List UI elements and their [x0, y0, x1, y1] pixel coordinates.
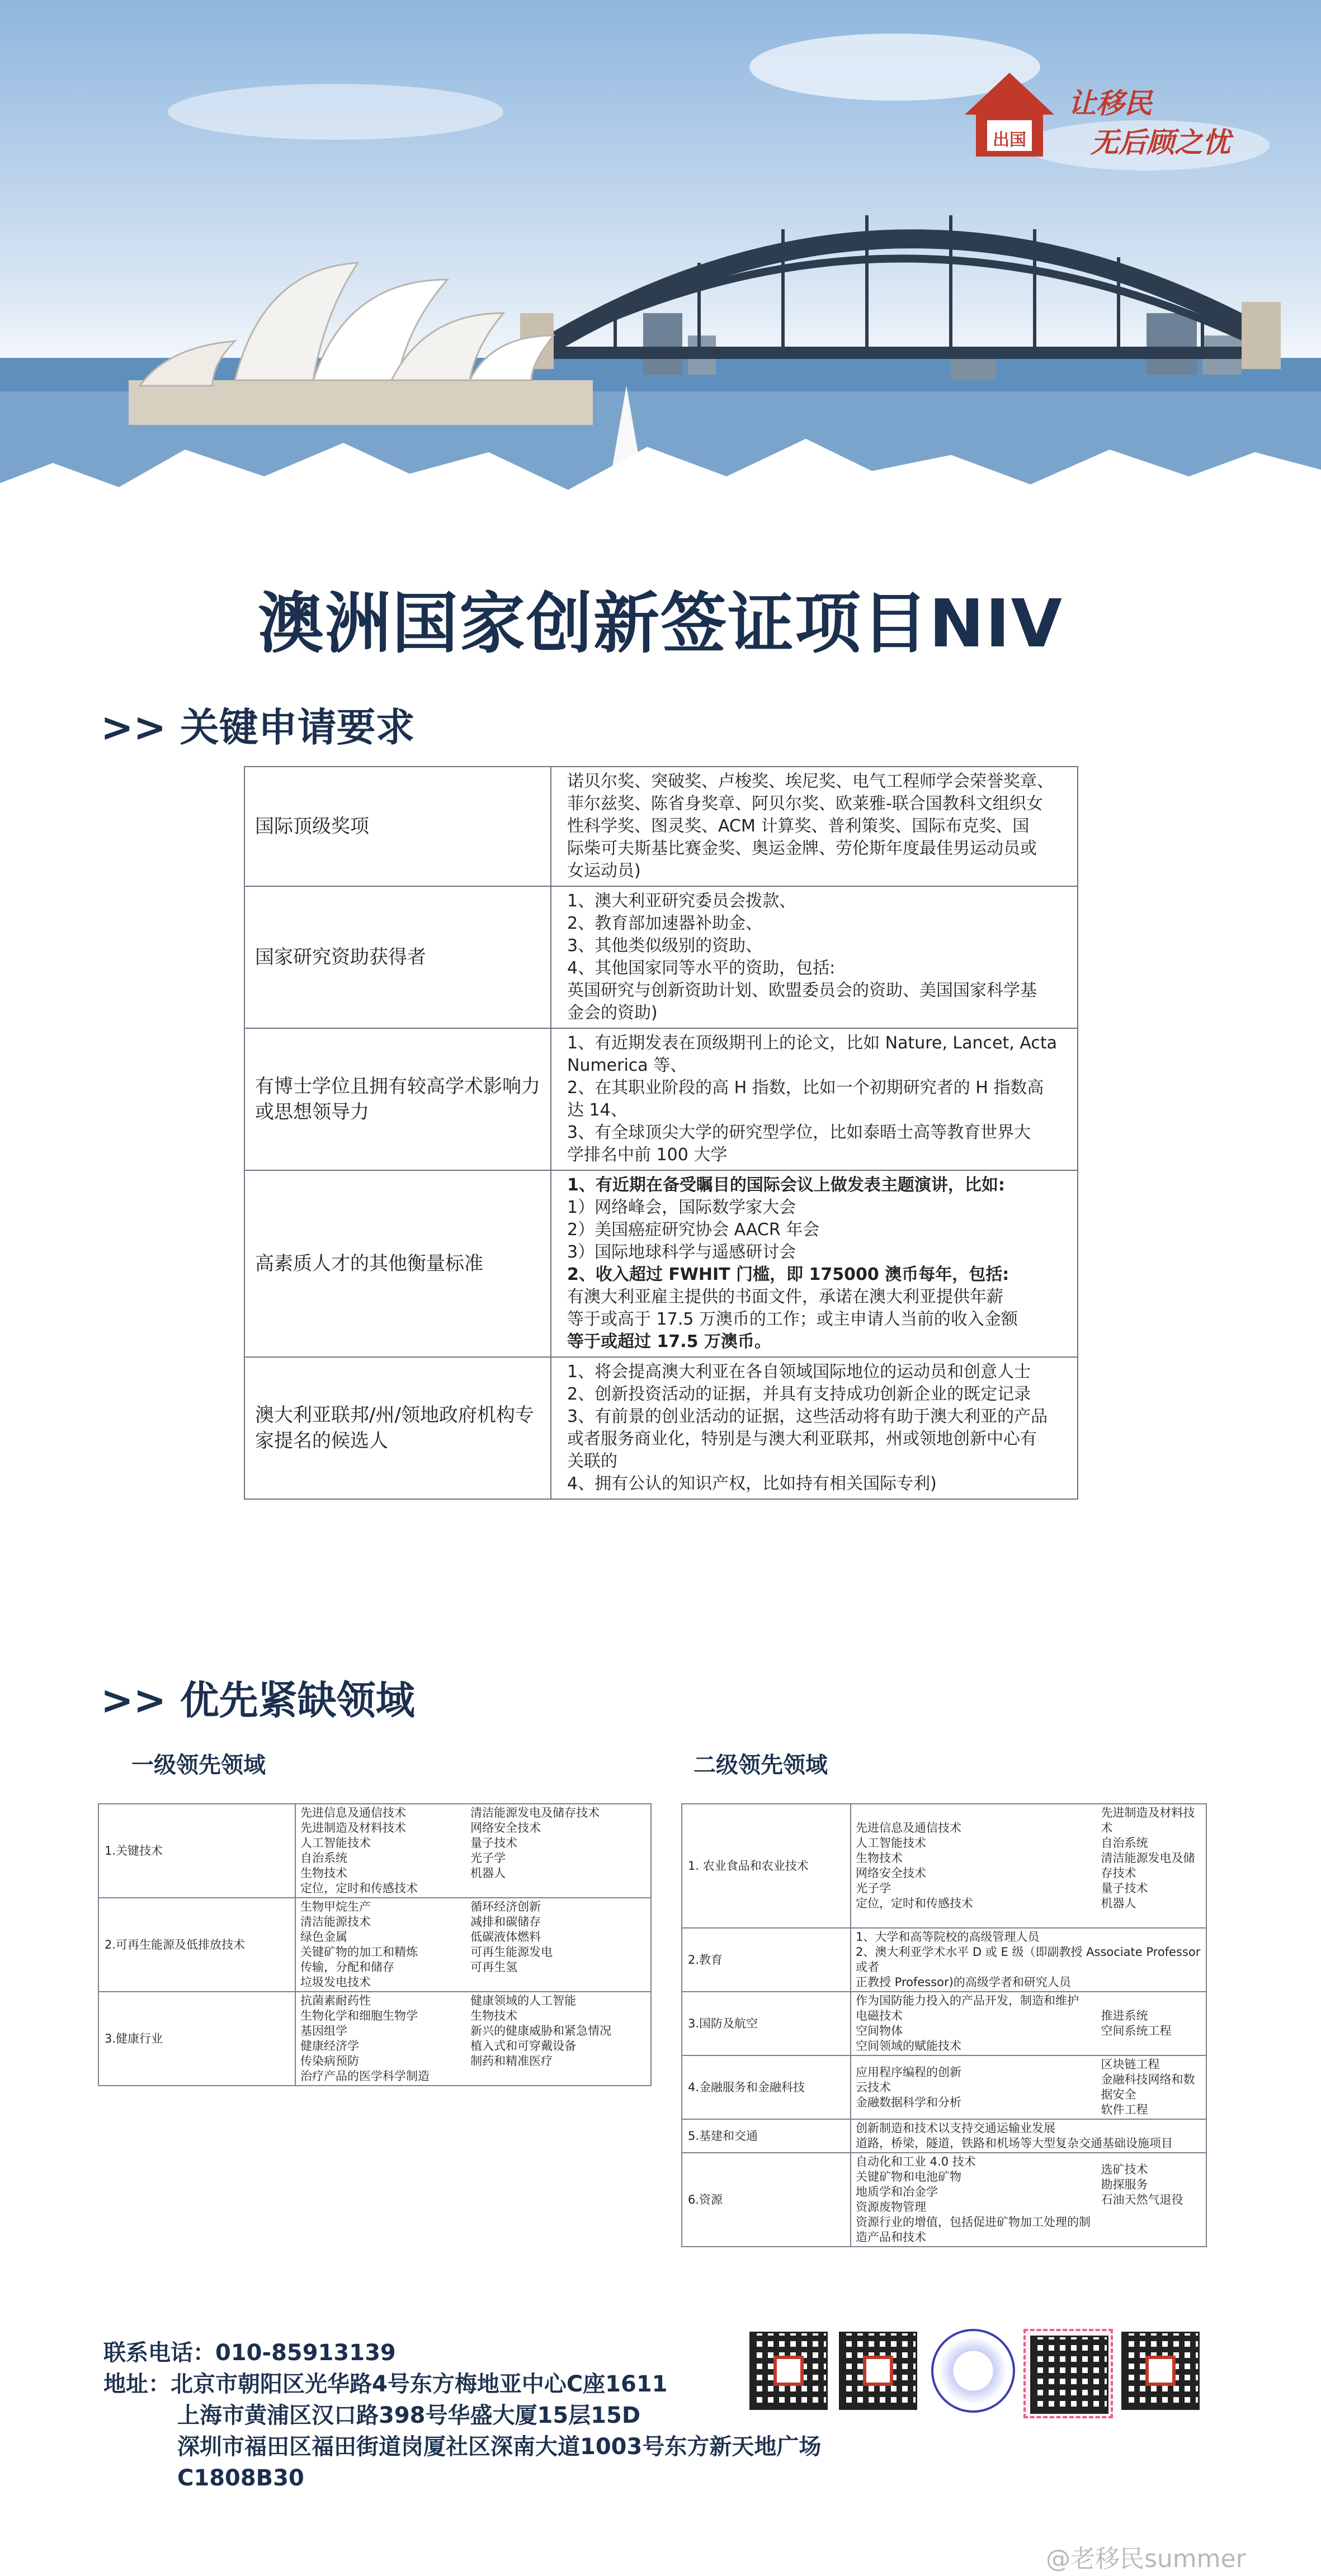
- field-item: [1101, 2223, 1201, 2238]
- hero-banner: [0, 0, 1321, 559]
- brand-logo: [962, 67, 1298, 162]
- field-item: 生物技术: [300, 1866, 347, 1880]
- field-item: 道路，桥梁，隧道，铁路和机场等大型复杂交通基础设施项目: [856, 2137, 1173, 2150]
- field-name: 2.可再生能源及低排放技术: [98, 1898, 295, 1992]
- requirement-line: 1）网络峰会，国际数学家大会: [567, 1198, 796, 1217]
- requirement-line: 金会的资助): [567, 1003, 658, 1023]
- requirement-line: 性科学奖、图灵奖、ACM 计算奖、普利策奖、国际布克奖、国: [567, 816, 1030, 836]
- field-item: 制药和精准医疗: [470, 2054, 553, 2068]
- requirement-line: 1、有近期发表在顶级期刊上的论文，比如 Nature, Lancet, Acta: [567, 1033, 1057, 1053]
- field-items-b: [466, 1992, 651, 2086]
- field-item: 自动化和工业 4.0 技术: [856, 2155, 976, 2168]
- field-item: 人工智能技术: [856, 1836, 926, 1850]
- field-row: [98, 1992, 651, 2086]
- address-label: 地址：: [103, 2371, 171, 2397]
- requirement-line: 1、将会提高澳大利亚在各自领域国际地位的运动员和创意人士: [567, 1362, 1031, 1382]
- field-items-b: [466, 1898, 651, 1992]
- address-line-3: 深圳市福田区福田街道岗厦社区深南大道1003号东方新天地广场C1808B30: [177, 2434, 822, 2491]
- field-item: 量子技术: [470, 1836, 518, 1850]
- requirement-line: 等于或超过 17.5 万澳币。: [567, 1332, 771, 1351]
- field-name: 3.健康行业: [98, 1992, 295, 2086]
- field-item: 石油天然气退役: [1101, 2192, 1183, 2206]
- watermark-handle: @老移民summer: [1046, 2545, 1246, 2573]
- qr-code-2[interactable]: [839, 2332, 917, 2410]
- requirement-line: 3、有全球顶尖大学的研究型学位，比如泰晤士高等教育世界大: [567, 1123, 1031, 1142]
- requirement-line: 英国研究与创新资助计划、欧盟委员会的资助、美国国家科学基: [567, 981, 1037, 1000]
- field-item: 定位，定时和传感技术: [856, 1897, 973, 1910]
- field-item: 光子学: [470, 1851, 506, 1865]
- field-item: 清洁能源技术: [300, 1915, 371, 1929]
- requirement-line: 有澳大利亚雇主提供的书面文件，承诺在澳大利亚提供年薪: [567, 1287, 1003, 1307]
- field-item: 空间系统工程: [1101, 2024, 1172, 2038]
- requirement-line: 2、在其职业阶段的高 H 指数，比如一个初期研究者的 H 指数高: [567, 1078, 1044, 1098]
- field-items-b: [1096, 1804, 1206, 1928]
- field-item: 推进系统: [1101, 2009, 1148, 2022]
- field-row: [682, 2153, 1206, 2247]
- field-item: 治疗产品的医学科学制造: [300, 2069, 430, 2083]
- field-item: [1101, 1911, 1201, 1926]
- field-item: 网络安全技术: [856, 1866, 926, 1880]
- field-item: 生物技术: [470, 2009, 518, 2022]
- field-item: 正教授 Professor)的高级学者和研究人员: [856, 1975, 1071, 1989]
- requirement-row: [244, 1170, 1078, 1357]
- logo-text: 出国: [993, 130, 1026, 150]
- requirement-row: [244, 1028, 1078, 1170]
- field-item: 作为国防能力投入的产品开发，制造和维护: [856, 1994, 1079, 2007]
- requirement-label: 国家研究资助获得者: [244, 886, 551, 1028]
- requirement-line: 诺贝尔奖、突破奖、卢梭奖、埃尼奖、电气工程师学会荣誉奖章、: [567, 772, 1054, 791]
- brand-slogan-line2: 无后顾之忧: [1091, 126, 1230, 159]
- requirement-label: 高素质人才的其他衡量标准: [244, 1170, 551, 1357]
- field-item: 金融科技网络和数据安全: [1101, 2073, 1195, 2101]
- level2-table: [681, 1803, 1207, 2247]
- field-item: 关键矿物和电池矿物: [856, 2170, 961, 2183]
- field-items-a: [295, 1804, 466, 1898]
- field-item: 定位，定时和传感技术: [300, 1882, 418, 1895]
- requirement-line: 关联的: [567, 1452, 617, 1471]
- field-item: 自治系统: [300, 1851, 347, 1865]
- requirement-detail: [551, 1028, 1078, 1170]
- field-item: 绿色金属: [300, 1930, 347, 1944]
- field-item: 清洁能源发电及储存技术: [1101, 1851, 1195, 1880]
- field-item: 传染病预防: [300, 2054, 359, 2068]
- field-item: 1、大学和高等院校的高级管理人员: [856, 1930, 1040, 1944]
- requirement-row: [244, 886, 1078, 1028]
- qr-code-3[interactable]: [931, 2329, 1015, 2413]
- field-item: 软件工程: [1101, 2103, 1148, 2116]
- field-item: 先进制造及材料技术: [300, 1821, 406, 1835]
- field-item: 健康领域的人工智能: [470, 1994, 577, 2007]
- requirement-label: 澳大利亚联邦/州/领地政府机构专家提名的候选人: [244, 1357, 551, 1499]
- field-item: 基因组学: [300, 2024, 347, 2038]
- field-item: 新兴的健康威胁和紧急情况: [470, 2024, 612, 2038]
- field-name: 3.国防及航空: [682, 1992, 851, 2055]
- field-row: [98, 1804, 651, 1898]
- level2-heading: 二级领先领域: [693, 1752, 828, 1778]
- field-name: 6.资源: [682, 2153, 851, 2247]
- requirement-line: 达 14、: [567, 1100, 628, 1120]
- requirement-line: 女运动员): [567, 861, 641, 881]
- requirement-line: 2）美国癌症研究协会 AACR 年会: [567, 1220, 820, 1240]
- field-item: 低碳液体燃料: [470, 1930, 541, 1944]
- field-items-b: [1096, 1992, 1206, 2055]
- field-item: 减排和碳储存: [470, 1915, 541, 1929]
- field-items-a: [851, 1804, 1096, 1928]
- field-items-a: [295, 1992, 466, 2086]
- field-item: [1101, 2039, 1201, 2054]
- field-row: [98, 1898, 651, 1992]
- requirement-line: 4、其他国家同等水平的资助，包括:: [567, 958, 836, 978]
- requirement-detail: [551, 1357, 1078, 1499]
- field-item: 空间物体: [856, 2024, 903, 2038]
- field-items-a: [295, 1898, 466, 1992]
- field-item: [470, 1975, 646, 1990]
- field-item: 循环经济创新: [470, 1900, 541, 1913]
- field-item: 生物技术: [856, 1851, 903, 1865]
- requirement-line: 际柴可夫斯基比赛金奖、奥运金牌、劳伦斯年度最佳男运动员或: [567, 839, 1037, 858]
- field-item: 健康经济学: [300, 2039, 359, 2053]
- requirement-row: [244, 1357, 1078, 1499]
- field-item: 量子技术: [1101, 1882, 1148, 1895]
- field-row: [682, 1992, 1206, 2055]
- requirement-line: 1、有近期在备受瞩目的国际会议上做发表主题演讲，比如:: [567, 1175, 1005, 1195]
- field-item: 地质学和冶金学: [856, 2185, 938, 2199]
- fields-heading: >> 优先紧缺领域: [101, 1677, 415, 1723]
- field-item: 应用程序编程的创新: [856, 2065, 961, 2079]
- requirement-line: 2、教育部加速器补助金、: [567, 914, 763, 933]
- field-item: 机器人: [1101, 1897, 1136, 1910]
- requirement-line: 或者服务商业化，特别是与澳大利亚联邦，州或领地创新中心有: [567, 1429, 1037, 1449]
- field-item: 空间领域的赋能技术: [856, 2039, 961, 2053]
- qr-code-4[interactable]: [1023, 2329, 1113, 2418]
- field-item: [470, 1881, 646, 1896]
- field-item: 电磁技术: [856, 2009, 903, 2022]
- level1-heading: 一级领先领域: [131, 1752, 266, 1778]
- field-item: 先进制造及材料技术: [1101, 1806, 1195, 1835]
- field-item: 机器人: [470, 1866, 506, 1880]
- field-item: 选矿技术: [1101, 2162, 1148, 2176]
- field-item: 植入式和可穿戴设备: [470, 2039, 577, 2053]
- field-item: 区块链工程: [1101, 2058, 1160, 2071]
- field-items-a: [851, 2119, 1206, 2153]
- field-item: [1101, 1993, 1201, 2008]
- page-title: 澳洲国家创新签证项目NIV: [258, 585, 1063, 662]
- field-item: 资源行业的增值，包括促进矿物加工处理的制造产品和技术: [856, 2215, 1091, 2244]
- field-name: 4.金融服务和金融科技: [682, 2055, 851, 2119]
- requirement-line: 1、澳大利亚研究委员会拨款、: [567, 891, 796, 911]
- requirement-line: 2、收入超过 FWHIT 门槛，即 175000 澳币每年，包括:: [567, 1265, 1009, 1284]
- requirement-label: 有博士学位且拥有较高学术影响力或思想领导力: [244, 1028, 551, 1170]
- requirement-line: 等于或高于 17.5 万澳币的工作；或主申请人当前的收入金额: [567, 1310, 1018, 1329]
- address-beijing: 北京市朝阳区光华路4号东方梅地亚中心C座1611: [171, 2371, 668, 2397]
- address-line-2: 上海市黄浦区汉口路398号华盛大厦15层15D: [177, 2403, 641, 2428]
- field-items-b: [1096, 2153, 1206, 2247]
- requirement-line: 2、创新投资活动的证据，并具有支持成功创新企业的既定记录: [567, 1384, 1031, 1404]
- field-item: 可再生能源发电: [470, 1945, 553, 1959]
- field-items-a: [851, 1992, 1096, 2055]
- field-items-a: [851, 1928, 1206, 1992]
- qr-code-5[interactable]: [1121, 2332, 1200, 2410]
- field-item: 关键矿物的加工和精炼: [300, 1945, 418, 1959]
- field-item: 垃圾发电技术: [300, 1975, 371, 1989]
- field-item: 光子学: [856, 1882, 891, 1895]
- field-row: [682, 2055, 1206, 2119]
- requirement-line: 3）国际地球科学与遥感研讨会: [567, 1242, 796, 1262]
- field-item: 生物化学和细胞生物学: [300, 2009, 418, 2022]
- field-items-b: [1096, 2055, 1206, 2119]
- field-row: [682, 1928, 1206, 1992]
- field-item: 资源废物管理: [856, 2200, 926, 2214]
- field-item: 先进信息及通信技术: [300, 1806, 406, 1819]
- requirement-detail: [551, 1170, 1078, 1357]
- phone-number: 010-85913139: [215, 2340, 396, 2366]
- requirement-line: 3、其他类似级别的资助、: [567, 936, 763, 956]
- field-item: 自治系统: [1101, 1836, 1148, 1850]
- field-items-b: [466, 1804, 651, 1898]
- field-item: 金融数据科学和分析: [856, 2095, 961, 2109]
- field-item: 传输，分配和储存: [300, 1960, 394, 1974]
- requirement-detail: [551, 886, 1078, 1028]
- field-name: 2.教育: [682, 1928, 851, 1992]
- field-name: 1.关键技术: [98, 1804, 295, 1898]
- field-item: 可再生氢: [470, 1960, 518, 1974]
- field-name: 5.基建和交通: [682, 2119, 851, 2153]
- requirement-line: 菲尔兹奖、陈省身奖章、阿贝尔奖、欧莱雅-联合国教科文组织女: [567, 794, 1043, 814]
- phone-label: 联系电话：: [103, 2340, 215, 2366]
- field-row: [682, 1804, 1206, 1928]
- requirement-detail: [551, 767, 1078, 886]
- field-item: 创新制造和技术以支持交通运输业发展: [856, 2121, 1055, 2135]
- requirement-label: 国际顶级奖项: [244, 767, 551, 886]
- field-item: 人工智能技术: [300, 1836, 371, 1850]
- requirement-line: 3、有前景的创业活动的证据，这些活动将有助于澳大利亚的产品: [567, 1407, 1048, 1426]
- requirements-heading: >> 关键申请要求: [101, 705, 415, 750]
- requirement-line: 学排名中前 100 大学: [567, 1145, 728, 1165]
- field-name: 1. 农业食品和农业技术: [682, 1804, 851, 1928]
- field-item: 勘探服务: [1101, 2177, 1148, 2191]
- requirement-line: Numerica 等、: [567, 1056, 687, 1075]
- field-items-a: [851, 2055, 1096, 2119]
- requirement-row: [244, 767, 1078, 886]
- brand-slogan-line1: 让移民: [1068, 87, 1152, 120]
- field-item: [470, 2069, 646, 2084]
- requirements-table: [244, 766, 1078, 1500]
- brush-edge: [0, 436, 1321, 559]
- field-item: 生物甲烷生产: [300, 1900, 371, 1913]
- field-item: [1101, 2208, 1201, 2223]
- field-item: 2、澳大利亚学术水平 D 或 E 级（即副教授 Associate Professor 或者: [856, 1945, 1201, 1974]
- field-item: 先进信息及通信技术: [856, 1821, 961, 1835]
- field-items-a: [851, 2153, 1096, 2247]
- field-row: [682, 2119, 1206, 2153]
- requirement-line: 4、拥有公认的知识产权，比如持有相关国际专利): [567, 1474, 937, 1493]
- field-item: 清洁能源发电及储存技术: [470, 1806, 600, 1819]
- qr-code-1[interactable]: [749, 2332, 828, 2410]
- field-item: 云技术: [856, 2080, 891, 2094]
- field-item: 抗菌素耐药性: [300, 1994, 371, 2007]
- level1-table: [98, 1803, 652, 2086]
- field-item: 网络安全技术: [470, 1821, 541, 1835]
